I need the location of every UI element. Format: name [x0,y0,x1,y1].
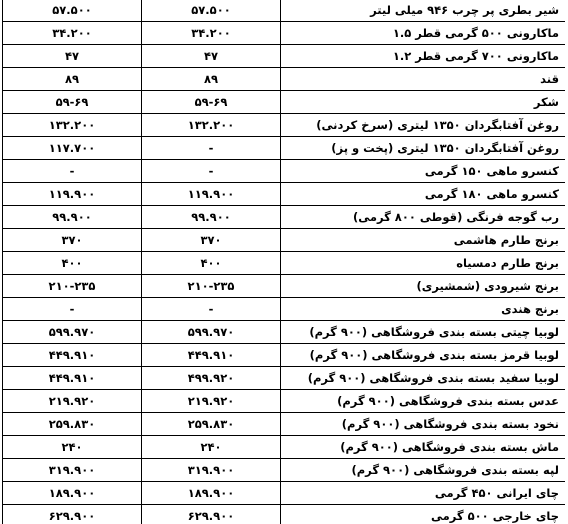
product-name-cell: شکر [281,91,566,114]
table-row [3,137,566,160]
table-row [3,45,566,68]
table-row [3,367,566,390]
product-name-cell: لپه بسته بندی فروشگاهی (۹۰۰ گرم) [281,459,566,482]
price-cell-a: ۹۹.۹۰۰ [142,206,281,229]
price-cell-b: ۶۲۹.۹۰۰ [3,505,142,524]
product-name-cell: چای خارجی ۵۰۰ گرمی [281,505,566,524]
table-row [3,390,566,413]
price-cell-b: ۸۹ [3,68,142,91]
table-row [3,298,566,321]
table-row [3,160,566,183]
table-row [3,22,566,45]
price-table-container [2,0,565,524]
table-row [3,229,566,252]
table-row [3,114,566,137]
price-cell-a: ۴۴۹.۹۱۰ [142,344,281,367]
product-name-cell: شیر بطری پر چرب ۹۴۶ میلی لیتر [281,0,566,22]
table-row [3,413,566,436]
price-cell-b: ۱۳۲.۲۰۰ [3,114,142,137]
price-cell-a: ۴۹۹.۹۲۰ [142,367,281,390]
product-name-cell: لوبیا سفید بسته بندی فروشگاهی (۹۰۰ گرم) [281,367,566,390]
price-cell-b: ۳۴.۲۰۰ [3,22,142,45]
product-name-cell: عدس بسته بندی فروشگاهی (۹۰۰ گرم) [281,390,566,413]
price-cell-b: ۱۱۷.۷۰۰ [3,137,142,160]
price-cell-b: ۴۰۰ [3,252,142,275]
price-cell-b: ۴۴۹.۹۱۰ [3,344,142,367]
price-cell-b: ۹۹.۹۰۰ [3,206,142,229]
product-name-cell: روغن آفتابگردان ۱۳۵۰ لیتری (پخت و پز) [281,137,566,160]
table-row [3,275,566,298]
table-row [3,436,566,459]
price-cell-b: ۲۴۰ [3,436,142,459]
product-name-cell: چای ایرانی ۴۵۰ گرمی [281,482,566,505]
table-row [3,505,566,524]
price-cell-b: ۵۹-۶۹ [3,91,142,114]
price-cell-a: - [142,160,281,183]
price-cell-a: ۵۷.۵۰۰ [142,0,281,22]
price-cell-a: ۲۵۹.۸۳۰ [142,413,281,436]
price-cell-b: ۲۱۹.۹۲۰ [3,390,142,413]
price-cell-a: - [142,137,281,160]
product-name-cell: برنج طارم هاشمی [281,229,566,252]
product-name-cell: برنج شیرودی (شمشیری) [281,275,566,298]
product-name-cell: ماش بسته بندی فروشگاهی (۹۰۰ گرم) [281,436,566,459]
table-row [3,321,566,344]
table-row [3,482,566,505]
price-cell-b: - [3,298,142,321]
price-cell-a: ۱۳۲.۲۰۰ [142,114,281,137]
product-name-cell: ماکارونی ۵۰۰ گرمی قطر ۱.۵ [281,22,566,45]
price-cell-b: ۲۵۹.۸۳۰ [3,413,142,436]
product-name-cell: رب گوجه فرنگی (قوطی ۸۰۰ گرمی) [281,206,566,229]
price-cell-b: ۳۷۰ [3,229,142,252]
table-row [3,0,566,22]
price-cell-a: ۴۷ [142,45,281,68]
table-row [3,206,566,229]
price-cell-a: ۲۴۰ [142,436,281,459]
price-cell-b: ۵۹۹.۹۷۰ [3,321,142,344]
price-cell-a: ۸۹ [142,68,281,91]
price-cell-a: ۱۱۹.۹۰۰ [142,183,281,206]
product-name-cell: ماکارونی ۷۰۰ گرمی قطر ۱.۲ [281,45,566,68]
price-cell-a: ۲۱۰-۲۳۵ [142,275,281,298]
table-row [3,459,566,482]
price-table [2,0,565,524]
product-name-cell: برنج هندی [281,298,566,321]
table-row [3,91,566,114]
product-name-cell: کنسرو ماهی ۱۸۰ گرمی [281,183,566,206]
product-name-cell: لوبیا چیتی بسته بندی فروشگاهی (۹۰۰ گرم) [281,321,566,344]
price-cell-b: ۱۸۹.۹۰۰ [3,482,142,505]
price-cell-b: ۵۷.۵۰۰ [3,0,142,22]
price-cell-a: ۲۱۹.۹۲۰ [142,390,281,413]
price-cell-a: ۳۱۹.۹۰۰ [142,459,281,482]
price-cell-b: ۱۱۹.۹۰۰ [3,183,142,206]
price-cell-a: ۴۰۰ [142,252,281,275]
table-row [3,183,566,206]
price-cell-a: ۳۴.۲۰۰ [142,22,281,45]
table-row [3,344,566,367]
price-cell-b: ۲۱۰-۲۳۵ [3,275,142,298]
price-cell-b: - [3,160,142,183]
product-name-cell: نخود بسته بندی فروشگاهی (۹۰۰ گرم) [281,413,566,436]
price-cell-a: ۵۹۹.۹۷۰ [142,321,281,344]
price-cell-a: ۱۸۹.۹۰۰ [142,482,281,505]
price-cell-a: - [142,298,281,321]
product-name-cell: قند [281,68,566,91]
price-cell-b: ۳۱۹.۹۰۰ [3,459,142,482]
product-name-cell: کنسرو ماهی ۱۵۰ گرمی [281,160,566,183]
product-name-cell: برنج طارم دمسیاه [281,252,566,275]
product-name-cell: روغن آفتابگردان ۱۳۵۰ لیتری (سرخ کردنی) [281,114,566,137]
table-row [3,68,566,91]
price-table-body [3,0,566,524]
price-cell-b: ۴۷ [3,45,142,68]
price-cell-b: ۴۴۹.۹۱۰ [3,367,142,390]
price-cell-a: ۶۲۹.۹۰۰ [142,505,281,524]
table-row [3,252,566,275]
price-cell-a: ۳۷۰ [142,229,281,252]
price-cell-a: ۵۹-۶۹ [142,91,281,114]
product-name-cell: لوبیا قرمز بسته بندی فروشگاهی (۹۰۰ گرم) [281,344,566,367]
